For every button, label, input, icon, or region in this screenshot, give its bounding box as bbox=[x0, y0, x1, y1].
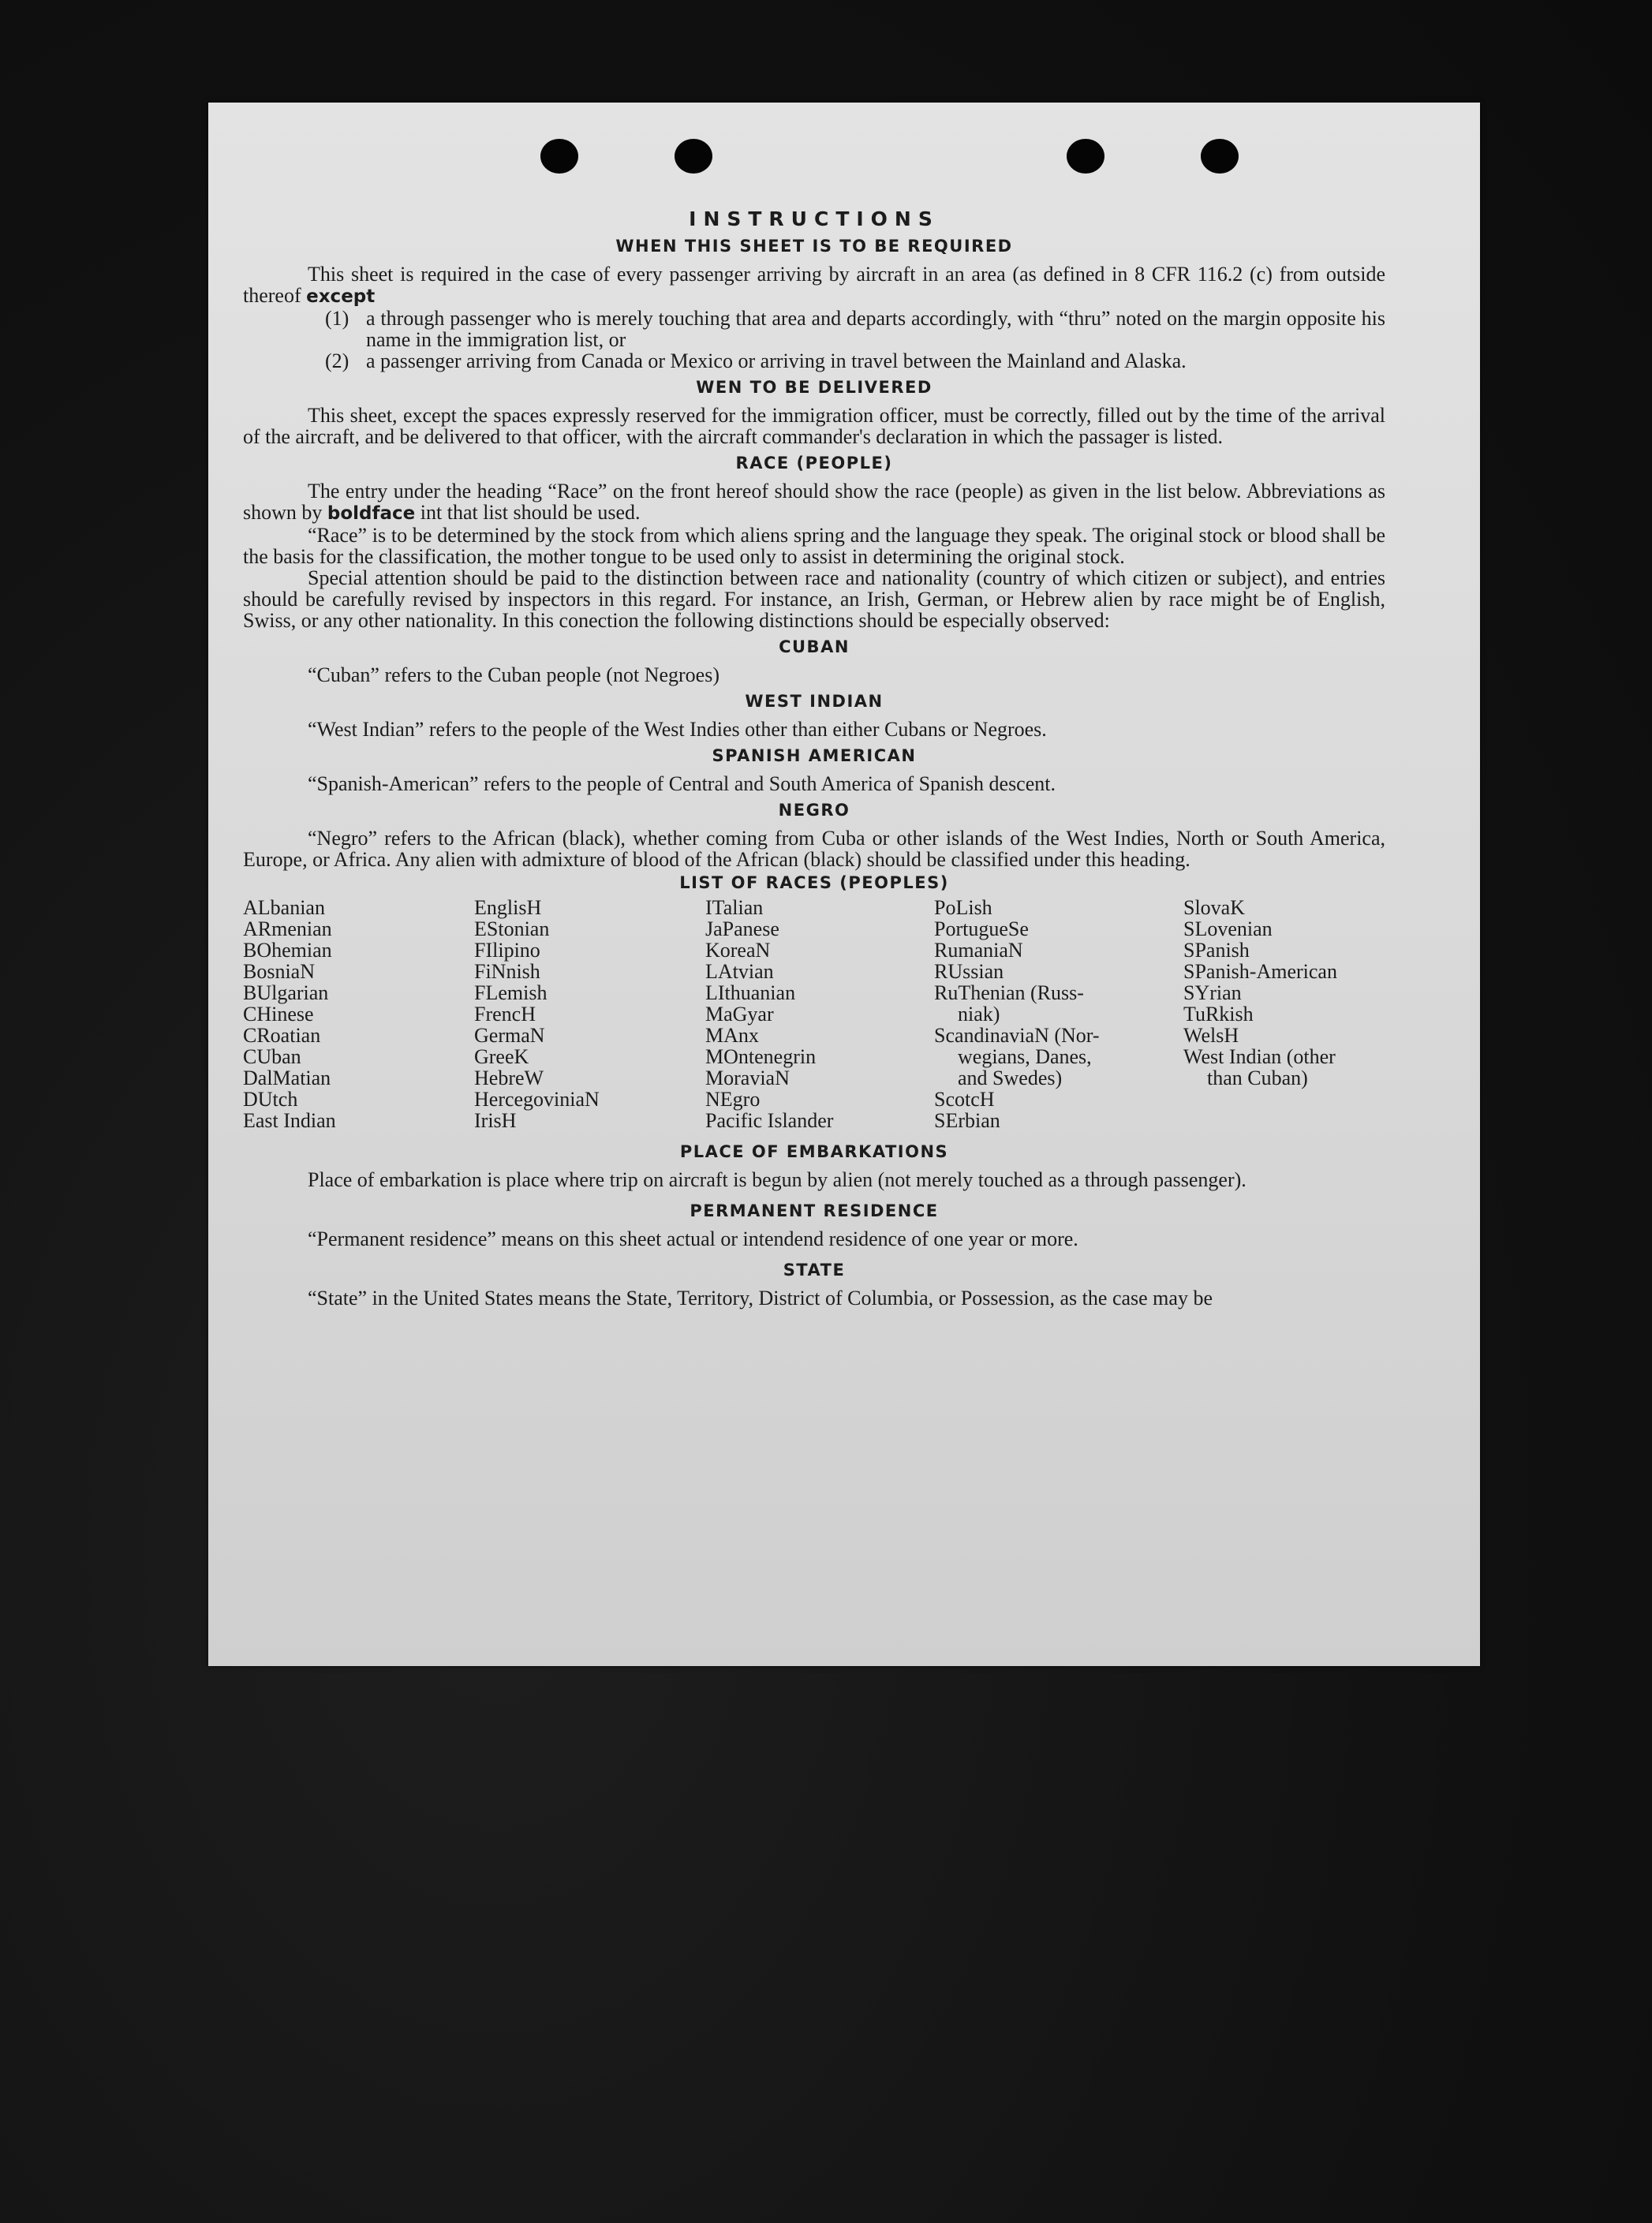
race-entry: East Indian bbox=[243, 1109, 336, 1132]
section-heading-delivered: WEN TO BE DELIVERED bbox=[696, 378, 933, 397]
race-entry: PoLish bbox=[934, 896, 992, 919]
section-heading-embarkation: PLACE OF EMBARKATIONS bbox=[679, 1142, 949, 1161]
page-title: INSTRUCTIONS bbox=[689, 207, 940, 230]
race-entry: ARmenian bbox=[243, 917, 332, 940]
races-column-3 bbox=[705, 897, 934, 1131]
item-text: a passenger arriving from Canada or Mexico or arriving in travel between the Mainland and Alaska. bbox=[366, 349, 1187, 372]
item-number: (1) bbox=[325, 307, 349, 330]
race-entry: CRoatian bbox=[243, 1024, 321, 1047]
race-entry: NEgro bbox=[705, 1088, 761, 1111]
section-heading-required: WHEN THIS SHEET IS TO BE REQUIRED bbox=[615, 237, 1013, 256]
race-entry: EStonian bbox=[474, 917, 550, 940]
negro-paragraph: “Negro” refers to the African (black), whether coming from Cuba or other islands of the West Indies, North or South America, Europe, or Africa. Any alien with admixture of blood of the African (black) should be classified under this heading. bbox=[243, 827, 1385, 871]
section-heading-cuban: CUBAN bbox=[779, 637, 850, 656]
race-entry: MOntenegrin bbox=[705, 1045, 817, 1068]
race-entry-continuation: niak) bbox=[958, 1003, 1000, 1026]
section-heading-west-indian: WEST INDIAN bbox=[745, 692, 884, 711]
race-paragraph-3: Special attention should be paid to the distinction between race and nationality (country of which citizen or subject), and entries should be carefully revised by inspectors in this regard. For instance, an Irish, German, or Hebrew alien by race might be of English, Swiss, or any other nationality. In this conection the following distinctions should be especially observed: bbox=[243, 566, 1385, 632]
race-entry: LAtvian bbox=[705, 960, 774, 983]
required-text: This sheet is required in the case of every passenger arriving by aircraft in an area (as defined in 8 CFR 116.2 (c) from outside thereof bbox=[243, 263, 1385, 307]
race-entry: MoraviaN bbox=[705, 1067, 790, 1089]
race-entry: CUban bbox=[243, 1045, 301, 1068]
spanish-american-text: “Spanish-American” refers to the people of Central and South America of Spanish descent. bbox=[308, 772, 1056, 795]
section-heading-residence: PERMANENT RESIDENCE bbox=[690, 1201, 939, 1220]
race-entry-continuation: and Swedes) bbox=[958, 1067, 1063, 1089]
race-entry: SLovenian bbox=[1183, 917, 1273, 940]
race-entry: JaPanese bbox=[705, 917, 779, 940]
residence-text: “Permanent residence” means on this sheet actual or intendend residence of one year or more. bbox=[308, 1227, 1078, 1250]
race-p1-text: The entry under the heading “Race” on the front hereof should show the race (people) as given in the list below. Abbreviations as shown by bbox=[243, 480, 1385, 524]
races-column-2 bbox=[474, 897, 705, 1131]
section-heading-negro: NEGRO bbox=[778, 801, 850, 820]
section-heading-spanish-american: SPANISH AMERICAN bbox=[712, 746, 917, 765]
race-entry: TuRkish bbox=[1183, 1003, 1254, 1026]
race-entry: RumaniaN bbox=[934, 939, 1023, 962]
item-text: a through passenger who is merely touching that area and departs accordingly, with “thru” noted on the margin opposite his name in the immigration list, or bbox=[366, 307, 1385, 351]
boldface-word: boldface bbox=[327, 503, 416, 524]
west-indian-text: “West Indian” refers to the people of the West Indies other than either Cubans or Negroes. bbox=[308, 718, 1047, 741]
races-column-4 bbox=[934, 897, 1183, 1131]
race-entry: WelsH bbox=[1183, 1024, 1239, 1047]
race-entry: CHinese bbox=[243, 1003, 314, 1026]
race-entry: ITalian bbox=[705, 896, 764, 919]
race-entry: LIthuanian bbox=[705, 981, 796, 1004]
race-entry: BOhemian bbox=[243, 939, 332, 962]
punch-hole bbox=[1067, 139, 1104, 174]
race-p1-tail: int that list should be used. bbox=[420, 501, 641, 524]
race-entry: SYrian bbox=[1183, 981, 1242, 1004]
race-entry: FiNnish bbox=[474, 960, 540, 983]
race-entry: KoreaN bbox=[705, 939, 771, 962]
race-entry: HebreW bbox=[474, 1067, 544, 1089]
race-entry: EnglisH bbox=[474, 896, 542, 919]
race-entry: IrisH bbox=[474, 1109, 517, 1132]
race-entry: GreeK bbox=[474, 1045, 529, 1068]
required-paragraph bbox=[243, 263, 1385, 308]
delivered-paragraph: This sheet, except the spaces expressly reserved for the immigration officer, must be correctly, filled out by the time of the arrival of the aircraft, and be delivered to that officer, with the aircraft commander's declaration in which the passager is listed. bbox=[243, 404, 1385, 448]
race-entry: PortugueSe bbox=[934, 917, 1029, 940]
race-entry: ScotcH bbox=[934, 1088, 995, 1111]
race-entry: SlovaK bbox=[1183, 896, 1245, 919]
punch-hole bbox=[540, 139, 578, 174]
punch-hole bbox=[675, 139, 712, 174]
except-word: except bbox=[306, 286, 376, 307]
race-entry: BUlgarian bbox=[243, 981, 329, 1004]
race-entry: SPanish bbox=[1183, 939, 1250, 962]
embarkation-paragraph: Place of embarkation is place where trip on aircraft is begun by alien (not merely touched as a through passenger). bbox=[308, 1168, 1246, 1191]
race-entry: SPanish-American bbox=[1183, 960, 1337, 983]
race-entry: RuThenian (Russ- bbox=[934, 981, 1084, 1004]
race-entry-continuation: than Cuban) bbox=[1207, 1067, 1308, 1089]
race-entry: ALbanian bbox=[243, 896, 325, 919]
race-entry: BosniaN bbox=[243, 960, 315, 983]
instructions-content bbox=[243, 207, 1385, 1309]
race-entry: Pacific Islander bbox=[705, 1109, 834, 1132]
state-paragraph: “State” in the United States means the State, Territory, District of Columbia, or Possession, as the case may be bbox=[308, 1287, 1213, 1310]
race-entry: DUtch bbox=[243, 1088, 298, 1111]
exception-item bbox=[325, 350, 1385, 372]
cuban-text: “Cuban” refers to the Cuban people (not Negroes) bbox=[308, 663, 719, 686]
section-heading-race: RACE (PEOPLE) bbox=[735, 454, 893, 473]
punch-hole bbox=[1201, 139, 1239, 174]
races-list bbox=[243, 897, 1385, 1131]
race-entry-continuation: wegians, Danes, bbox=[958, 1045, 1092, 1068]
race-entry: MAnx bbox=[705, 1024, 759, 1047]
exception-list bbox=[243, 308, 1385, 372]
section-heading-state: STATE bbox=[783, 1261, 846, 1280]
race-entry: ScandinaviaN (Nor- bbox=[934, 1024, 1100, 1047]
race-entry: SErbian bbox=[934, 1109, 1000, 1132]
item-number: (2) bbox=[325, 349, 349, 372]
race-entry: HercegoviniaN bbox=[474, 1088, 600, 1111]
race-entry: MaGyar bbox=[705, 1003, 774, 1026]
section-heading-races-list: LIST OF RACES (PEOPLES) bbox=[679, 873, 949, 892]
race-paragraph-2: “Race” is to be determined by the stock from which aliens spring and the language they speak. The original stock or blood shall be the basis for the classification, the mother tongue to be used only to assist in determining the original stock. bbox=[243, 524, 1385, 568]
race-entry: RUssian bbox=[934, 960, 1004, 983]
race-entry: FrencH bbox=[474, 1003, 536, 1026]
races-column-5 bbox=[1183, 897, 1385, 1131]
race-entry: FLemish bbox=[474, 981, 548, 1004]
race-entry: FIlipino bbox=[474, 939, 540, 962]
race-entry: DalMatian bbox=[243, 1067, 331, 1089]
race-paragraph-1 bbox=[243, 480, 1385, 525]
exception-item bbox=[325, 308, 1385, 350]
races-column-1 bbox=[243, 897, 474, 1131]
race-entry: West Indian (other bbox=[1183, 1045, 1336, 1068]
race-entry: GermaN bbox=[474, 1024, 545, 1047]
document-page bbox=[208, 103, 1480, 1666]
